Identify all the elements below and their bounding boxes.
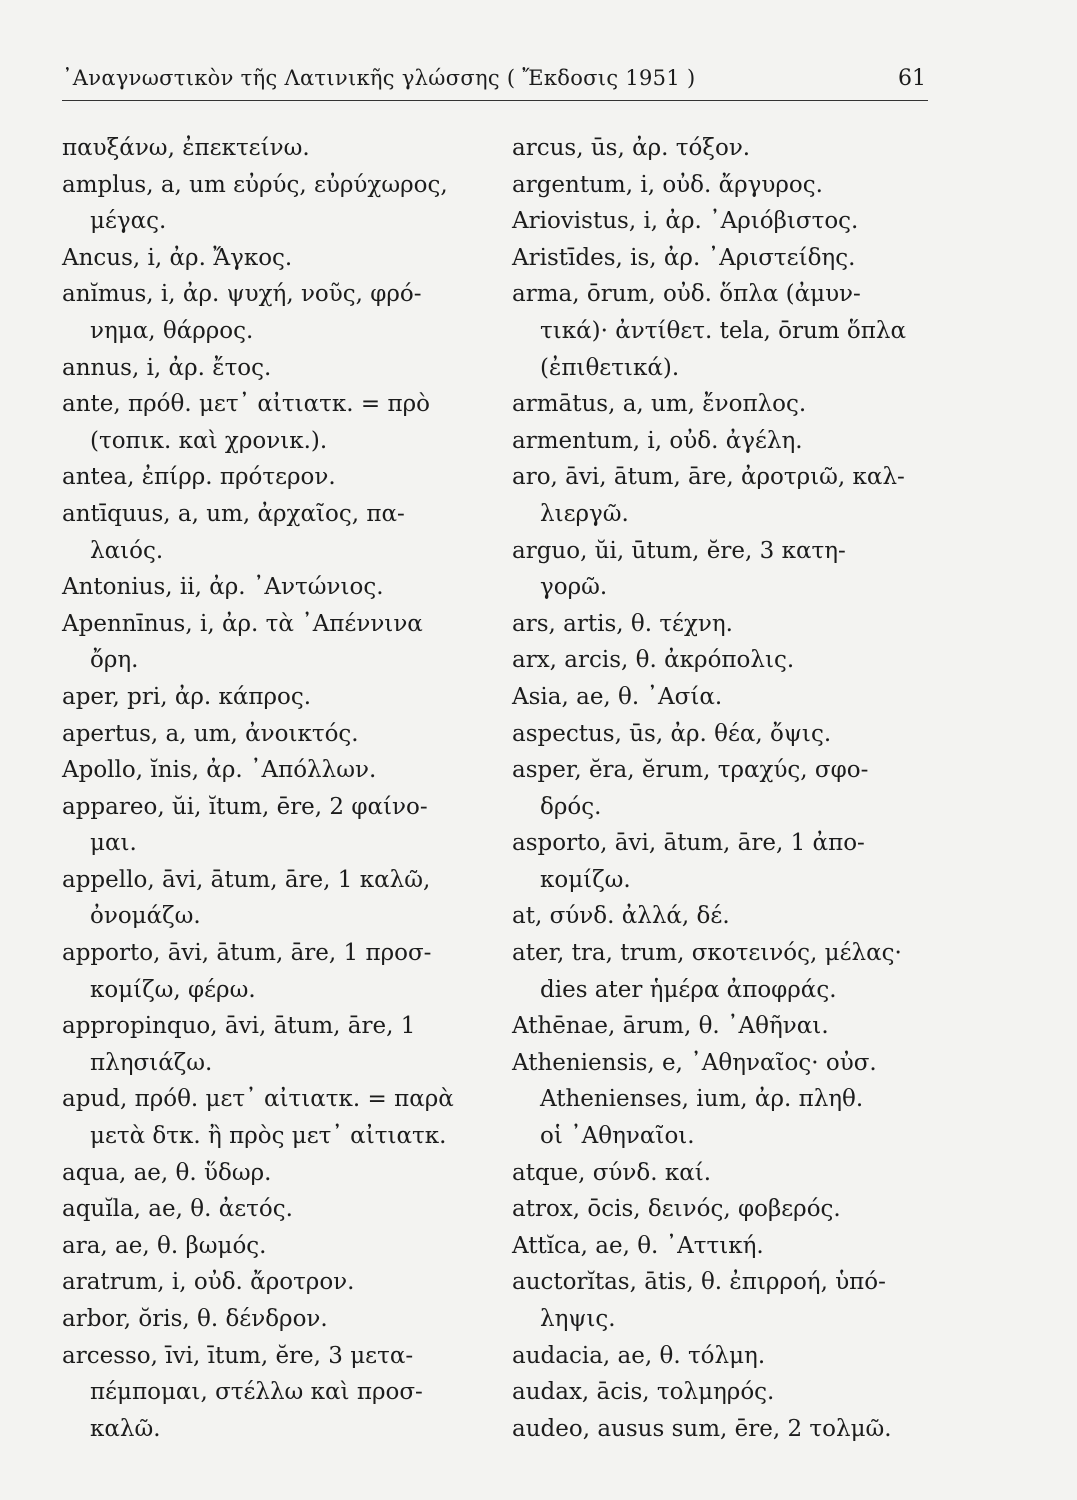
left-column (62, 130, 482, 1447)
entry-continuation-line: κομίζω, φέρω. (90, 976, 256, 1003)
dictionary-entry (512, 1008, 932, 1045)
dictionary-entry (512, 935, 932, 1008)
dictionary-entry (62, 935, 482, 1008)
dictionary-entry (512, 1155, 932, 1192)
entry-continuation-line: Athenienses, ium, ἀρ. πληθ. (540, 1086, 864, 1113)
entry-continuation-line: λαιός. (90, 537, 164, 564)
dictionary-entry (62, 1301, 482, 1338)
entry-headword-line: at, σύνδ. ἀλλά, δέ. (512, 903, 730, 930)
entry-headword-line: ater, tra, trum, σκοτεινός, μέλας· (512, 940, 902, 967)
dictionary-entry (62, 276, 482, 349)
dictionary-entry (62, 350, 482, 387)
dictionary-entry (512, 533, 932, 606)
entry-headword-line: appropinquo, āvi, ātum, āre, 1 (62, 1013, 416, 1040)
entry-headword-line: armātus, a, um, ἔνοπλος. (512, 391, 807, 418)
dictionary-entry (512, 1264, 932, 1337)
entry-continuation-line: πέμπομαι, στέλλω καὶ προσ- (90, 1379, 423, 1406)
entry-headword-line: Atheniensis, e, ᾿Αθηναῖος· οὐσ. (512, 1049, 877, 1076)
entry-continuation-line: ὀνομάζω. (90, 903, 201, 930)
entry-headword-line: atque, σύνδ. καί. (512, 1159, 712, 1186)
entry-headword-line: antīquus, a, um, ἀρχαῖος, πα- (62, 500, 405, 527)
entry-continuation-line: μέγας. (90, 208, 167, 235)
entry-headword-line: anĭmus, i, ἀρ. ψυχή, νοῦς, φρό- (62, 281, 422, 308)
dictionary-entry (62, 606, 482, 679)
entry-continuation-line: γορῶ. (540, 574, 608, 601)
page-number: 61 (898, 66, 926, 91)
entry-headword-line: Ancus, i, ἀρ. Ἄγκος. (62, 244, 293, 271)
entry-headword-line: ars, artis, θ. τέχνη. (512, 610, 733, 637)
entry-headword-line: aper, pri, ἀρ. κάπρος. (62, 683, 312, 710)
entry-headword-line: audacia, ae, θ. τόλμη. (512, 1342, 766, 1369)
dictionary-entry (512, 716, 932, 753)
dictionary-entry (62, 240, 482, 277)
entry-headword-line: ara, ae, θ. βωμός. (62, 1232, 267, 1259)
dictionary-entry (512, 167, 932, 204)
entry-headword-line: arx, arcis, θ. ἀκρόπολις. (512, 647, 795, 674)
dictionary-entry (512, 1338, 932, 1375)
entry-continuation-line: (ἐπιθετικά). (540, 354, 680, 381)
entry-headword-line: aqua, ae, θ. ὕδωρ. (62, 1159, 272, 1186)
entry-headword-line: Attĭca, ae, θ. ᾿Αττική. (512, 1232, 764, 1259)
dictionary-entry (62, 1081, 482, 1154)
entry-headword-line: arguo, ŭi, ūtum, ĕre, 3 κατη- (512, 537, 846, 564)
entry-headword-line: armentum, i, οὐδ. ἀγέλη. (512, 427, 803, 454)
entry-continuation-line: πλησιάζω. (90, 1049, 213, 1076)
entry-headword-line: ante, πρόθ. μετ᾿ αἰτιατκ. = πρὸ (62, 391, 430, 418)
entry-continuation-line: καλῶ. (90, 1415, 161, 1442)
entry-headword-line: appareo, ŭi, ĭtum, ēre, 2 φαίνο- (62, 793, 428, 820)
dictionary-entry (62, 386, 482, 459)
entry-headword-line: aspectus, ūs, ἀρ. θέα, ὄψις. (512, 720, 832, 747)
entry-continuation-line: οἱ ᾿Αθηναῖοι. (540, 1123, 695, 1150)
entry-continuation-line: ὄρη. (90, 647, 139, 674)
dictionary-entry (512, 1045, 932, 1155)
dictionary-entry (512, 203, 932, 240)
entry-headword-line: Antonius, ii, ἀρ. ᾿Αντώνιος. (62, 574, 384, 601)
page-header (62, 64, 928, 101)
entry-headword-line: aratrum, i, οὐδ. ἄροτρον. (62, 1269, 355, 1296)
dictionary-entry (512, 642, 932, 679)
dictionary-entry (62, 1155, 482, 1192)
dictionary-entry (512, 679, 932, 716)
dictionary-entry (512, 423, 932, 460)
dictionary-entry (512, 1374, 932, 1411)
entry-headword-line: audax, ācis, τολμηρός. (512, 1379, 775, 1406)
dictionary-entry (512, 1191, 932, 1228)
dictionary-entry (512, 276, 932, 386)
entry-headword-line: argentum, i, οὐδ. ἄργυρος. (512, 171, 823, 198)
dictionary-entry (62, 862, 482, 935)
dictionary-entry (62, 496, 482, 569)
entry-continuation-line: κομίζω. (540, 866, 631, 893)
entry-headword-line: antea, ἐπίρρ. πρότερον. (62, 464, 336, 491)
entry-headword-line: aquĭla, ae, θ. ἀετός. (62, 1196, 293, 1223)
dictionary-entry (62, 716, 482, 753)
entry-continuation-line: μετὰ δτκ. ἢ πρὸς μετ᾿ αἰτιατκ. (90, 1123, 447, 1150)
entry-continuation-line: τικά)· ἀντίθετ. tela, ōrum ὅπλα (540, 317, 907, 344)
entry-continuation-line: μαι. (90, 830, 137, 857)
dictionary-entry (62, 167, 482, 240)
entry-continuation-line: dies ater ἡμέρα ἀποφράς. (540, 976, 837, 1003)
entry-continuation-line: (τοπικ. καὶ χρονικ.). (90, 427, 328, 454)
dictionary-entry (512, 1228, 932, 1265)
entry-continuation-line: ληψις. (540, 1306, 616, 1332)
entry-headword-line: audeo, ausus sum, ēre, 2 τολμῶ. (512, 1415, 892, 1442)
dictionary-entry (512, 752, 932, 825)
entry-headword-line: apertus, a, um, ἀνοικτός. (62, 720, 359, 747)
entry-headword-line: Ariovistus, i, ἀρ. ᾿Αριόβιστος. (512, 208, 859, 235)
entry-headword-line: Aristīdes, is, ἀρ. ᾿Αριστείδης. (512, 244, 856, 271)
dictionary-entry (62, 130, 482, 167)
entry-headword-line: auctorĭtas, ātis, θ. ἐπιρροή, ὑπό- (512, 1269, 886, 1296)
entry-headword-line: asporto, āvi, ātum, āre, 1 ἀπο- (512, 830, 865, 857)
entry-headword-line: aro, āvi, ātum, āre, ἀροτριῶ, καλ- (512, 464, 905, 491)
entry-headword-line: παυξάνω, ἐπεκτείνω. (62, 135, 310, 161)
entry-headword-line: Asia, ae, θ. ᾿Ασία. (512, 683, 723, 710)
entry-headword-line: atrox, ōcis, δεινός, φοβερός. (512, 1196, 841, 1223)
entry-headword-line: arcesso, īvi, ītum, ĕre, 3 μετα- (62, 1342, 414, 1369)
dictionary-entry (62, 1191, 482, 1228)
entry-continuation-line: δρός. (540, 793, 602, 820)
dictionary-entry (62, 679, 482, 716)
dictionary-entry (62, 569, 482, 606)
dictionary-entry (512, 825, 932, 898)
dictionary-entry (62, 459, 482, 496)
entry-headword-line: apud, πρόθ. μετ᾿ αἰτιατκ. = παρὰ (62, 1086, 454, 1113)
dictionary-entry (512, 898, 932, 935)
entry-headword-line: arma, ōrum, οὐδ. ὅπλα (ἀμυν- (512, 281, 861, 308)
right-column (512, 130, 932, 1447)
dictionary-entry (62, 752, 482, 789)
entry-headword-line: Athēnae, ārum, θ. ᾿Αθῆναι. (512, 1013, 829, 1040)
dictionary-entry (62, 1008, 482, 1081)
dictionary-entry (62, 1264, 482, 1301)
dictionary-entry (512, 240, 932, 277)
dictionary-entry (512, 606, 932, 643)
dictionary-entry (512, 386, 932, 423)
dictionary-entry (62, 789, 482, 862)
entry-headword-line: arbor, ŏris, θ. δένδρον. (62, 1306, 328, 1332)
entry-headword-line: appello, āvi, ātum, āre, 1 καλῶ, (62, 866, 431, 893)
entry-headword-line: amplus, a, um εὐρύς, εὐρύχωρος, (62, 171, 448, 198)
dictionary-entry (512, 459, 932, 532)
entry-headword-line: arcus, ūs, ἀρ. τόξον. (512, 135, 751, 161)
dictionary-entry (62, 1338, 482, 1448)
entry-continuation-line: λιεργῶ. (540, 500, 629, 527)
entry-headword-line: asper, ĕra, ĕrum, τραχύς, σφο- (512, 757, 869, 784)
entry-headword-line: Apennīnus, i, ἀρ. τὰ ᾿Απέννινα (62, 610, 423, 637)
dictionary-entry (62, 1228, 482, 1265)
dictionary-entry (512, 1411, 932, 1448)
entry-headword-line: annus, i, ἀρ. ἔτος. (62, 354, 272, 381)
dictionary-entry (512, 130, 932, 167)
entry-continuation-line: νημα, θάρρος. (90, 317, 254, 344)
entry-headword-line: Apollo, ĭnis, ἀρ. ᾿Απόλλων. (62, 757, 377, 784)
entry-headword-line: apporto, āvi, ātum, āre, 1 προσ- (62, 940, 432, 967)
running-title: ᾿Αναγνωστικὸν τῆς Λατινικῆς γλώσσης ( Ἔκδοσις 1951 ) (62, 66, 696, 90)
